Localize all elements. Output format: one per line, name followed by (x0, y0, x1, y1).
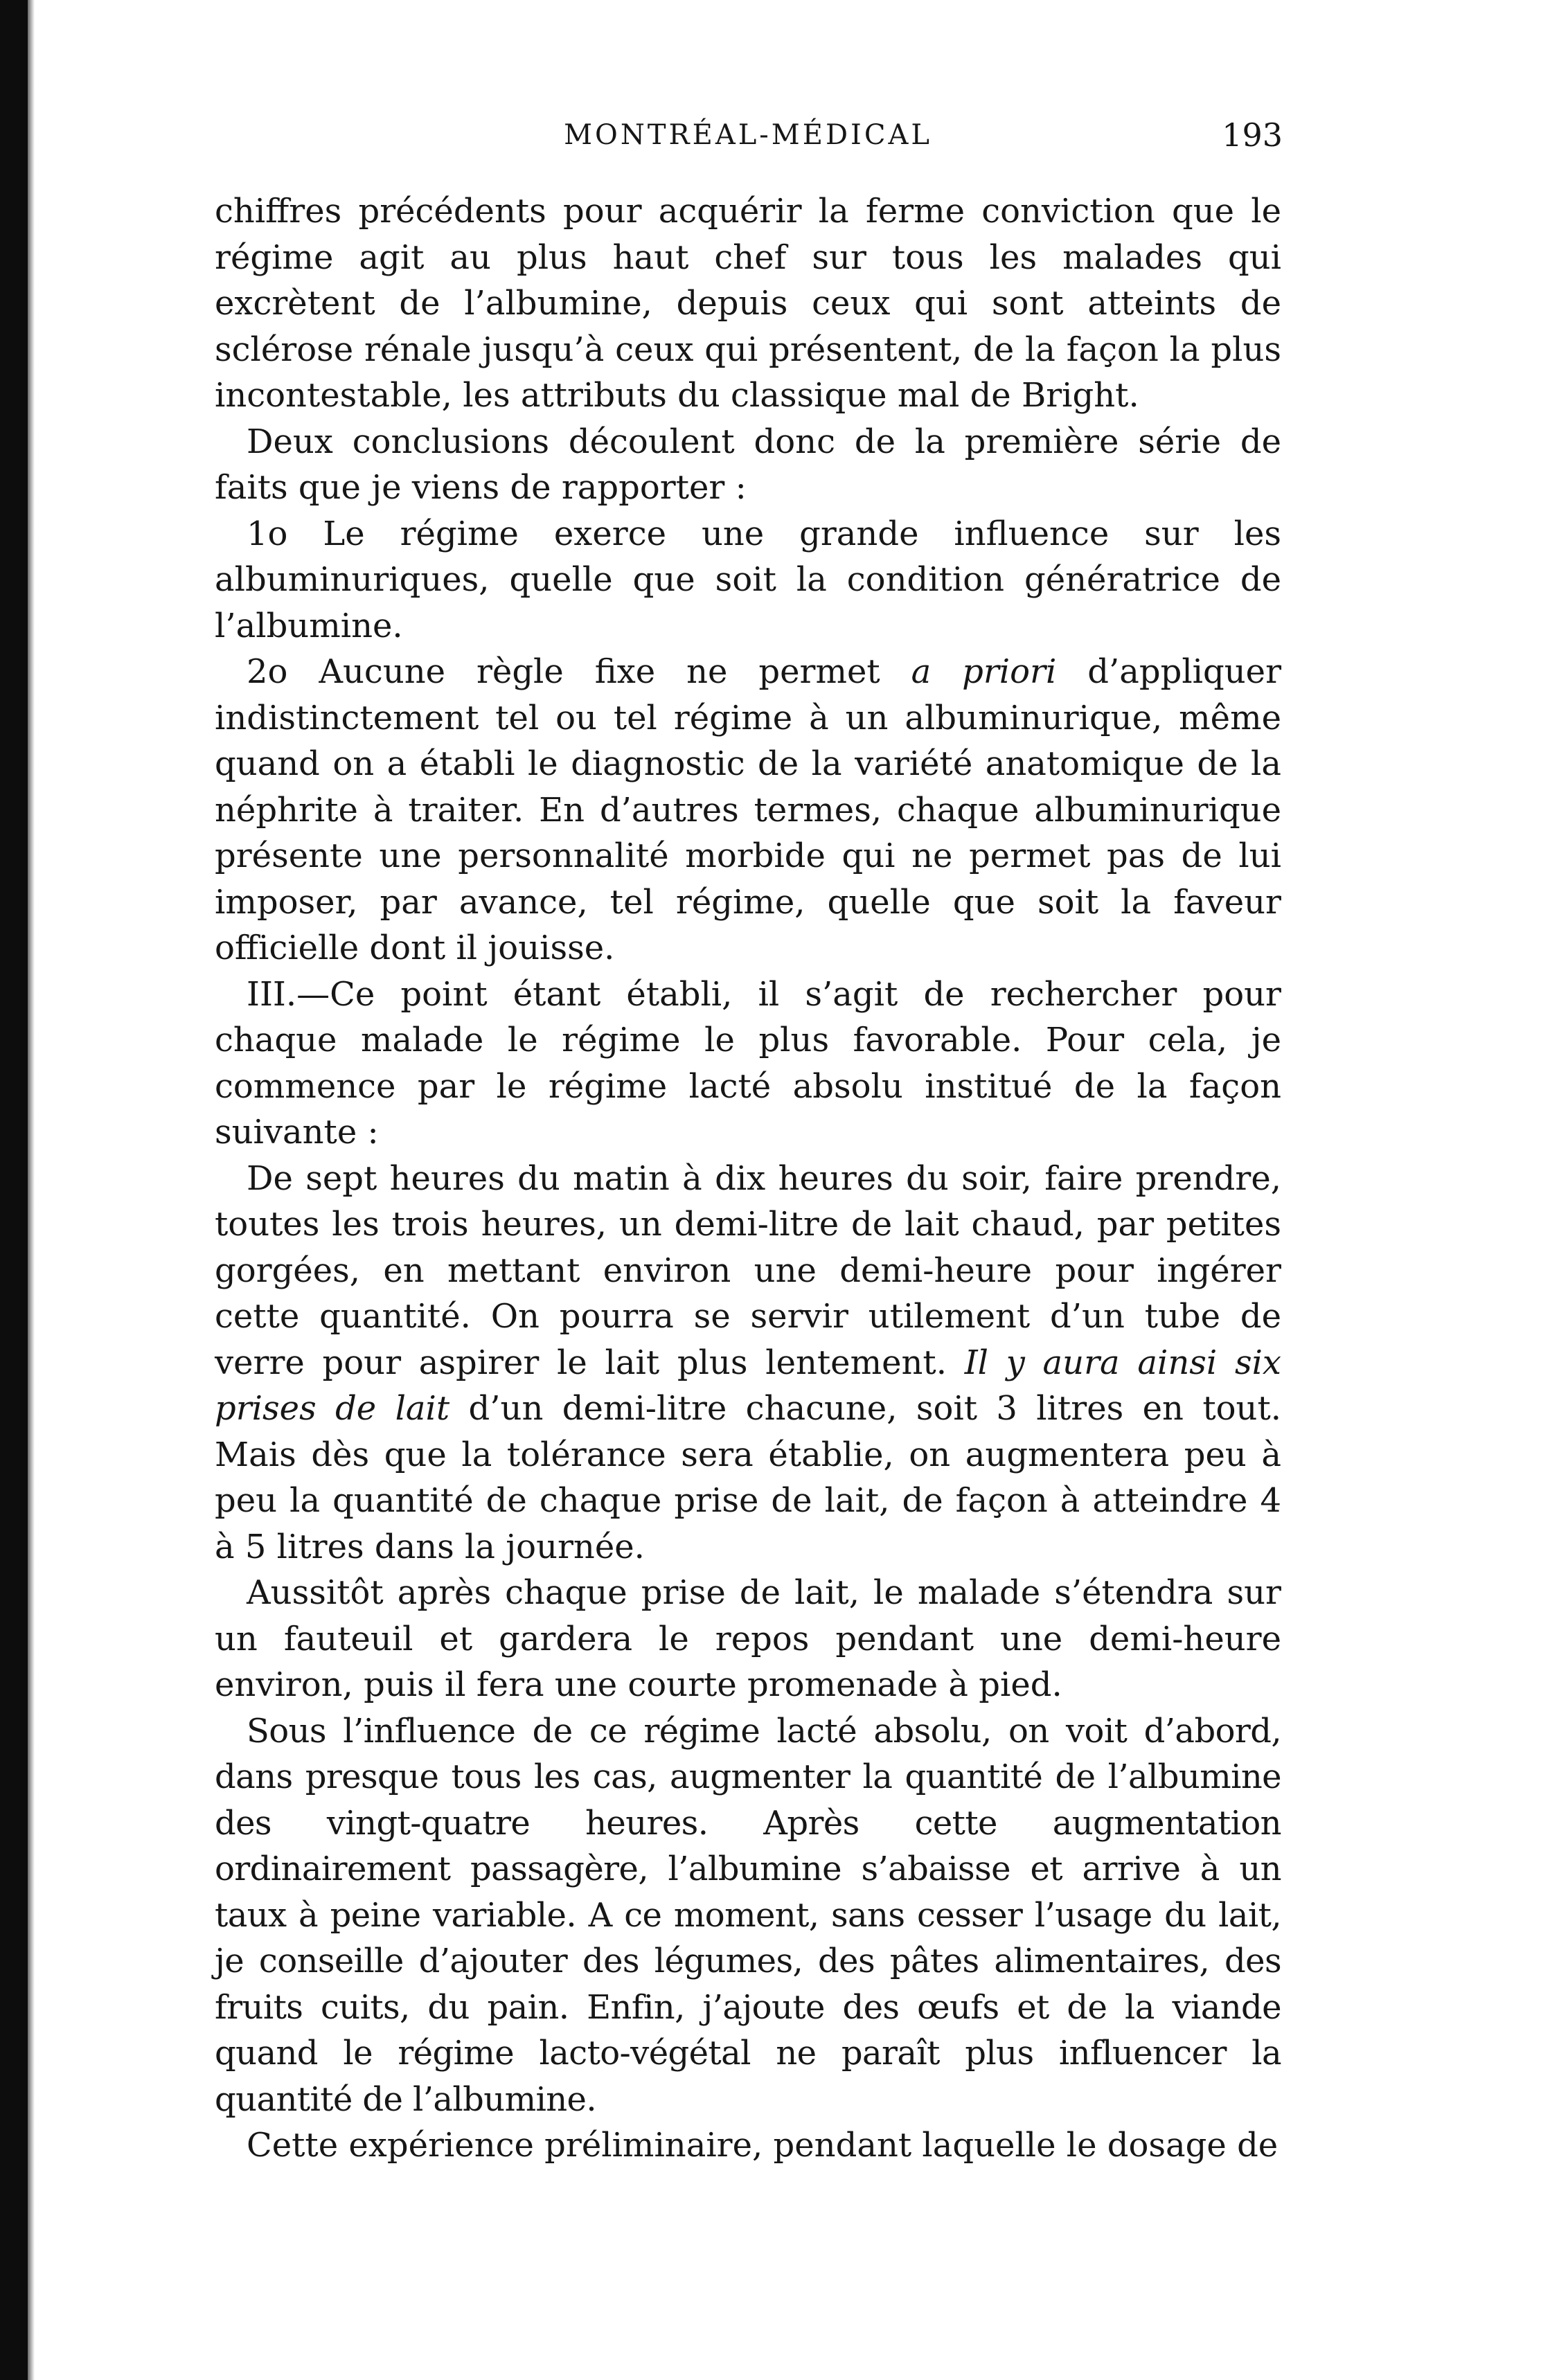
paragraph: Deux conclusions découlent donc de la première série de faits que je viens de rapporter : (215, 422, 1281, 507)
body-text (215, 188, 1281, 2169)
text-run: De sept heures du matin à dix heures du soir, faire prendre, toutes les trois heures, un demi-litre de lait chaud, par petites gorgées, en mettant environ une demi-heure pour ingérer cette quantité. On pourra se servir utilement d’un tube de verre pour aspirer le lait plus lentement. (215, 1158, 1281, 1382)
paragraph: Cette expérience préliminaire, pendant laquelle le dosage de (247, 2126, 1279, 2165)
paragraph (215, 1156, 1281, 1571)
paragraph: 1o Le régime exerce une grande influence sur les albuminuriques, quelle que soit la condition génératrice de l’albumine. (215, 514, 1281, 645)
italic-phrase: a priori (911, 652, 1057, 691)
text-run: d’un demi-litre chacune, soit 3 litres en tout. Mais dès que la tolérance sera établie, on augmentera peu à peu la quantité de chaque prise de lait, de façon à atteindre 4 à 5 litres dans la journée. (215, 1389, 1281, 1566)
scan-binding-edge (0, 0, 28, 2380)
journal-title: MONTRÉAL-MÉDICAL (564, 119, 932, 151)
text-run: d’appliquer indistinctement tel ou tel régime à un albuminurique, même quand on a établi le diagnostic de la variété anatomique de la néphrite à traiter. En d’autres termes, chaque albuminurique présente une personnalité morbide qui ne permet pas de lui imposer, par avance, tel régime, quelle que soit la faveur officielle dont il jouisse. (215, 652, 1282, 967)
paragraph: Sous l’influence de ce régime lacté absolu, on voit d’abord, dans presque tous les cas, augmenter la quantité de l’albumine des vingt-quatre heures. Après cette augmentation ordinairement passagère, l’albumine s’abaisse et arrive à un taux à peine variable. A ce moment, sans cesser l’usage du lait, je conseille d’ajouter des légumes, des pâtes alimentaires, des fruits cuits, du pain. Enfin, j’ajoute des œufs et de la viande quand le régime lacto-végétal ne paraît plus influencer la quantité de l’albumine. (215, 1711, 1281, 2119)
paragraph: III.—Ce point étant établi, il s’agit de rechercher pour chaque malade le régime le plus favorable. Pour cela, je commence par le régime lacté absolu institué de la façon suivante : (215, 974, 1281, 1152)
paragraph (215, 649, 1281, 972)
running-head (215, 111, 1281, 159)
page-number: 193 (1222, 116, 1283, 154)
italic-phrase: Il y aura ainsi six prises de lait (215, 1343, 1281, 1428)
text-run: 2o Aucune règle fixe ne permet (247, 652, 911, 691)
paragraph: chiffres précédents pour acquérir la ferme conviction que le régime agit au plus haut chef sur tous les malades qui excrètent de l’albumine, depuis ceux qui sont atteints de sclérose rénale jusqu’à ceux qui présentent, de la façon la plus incontestable, les attributs du classique mal de Bright. (215, 192, 1281, 415)
paragraph: Aussitôt après chaque prise de lait, le malade s’étendra sur un fauteuil et gardera le repos pendant une demi-heure environ, puis il fera une courte promenade à pied. (215, 1573, 1281, 1704)
